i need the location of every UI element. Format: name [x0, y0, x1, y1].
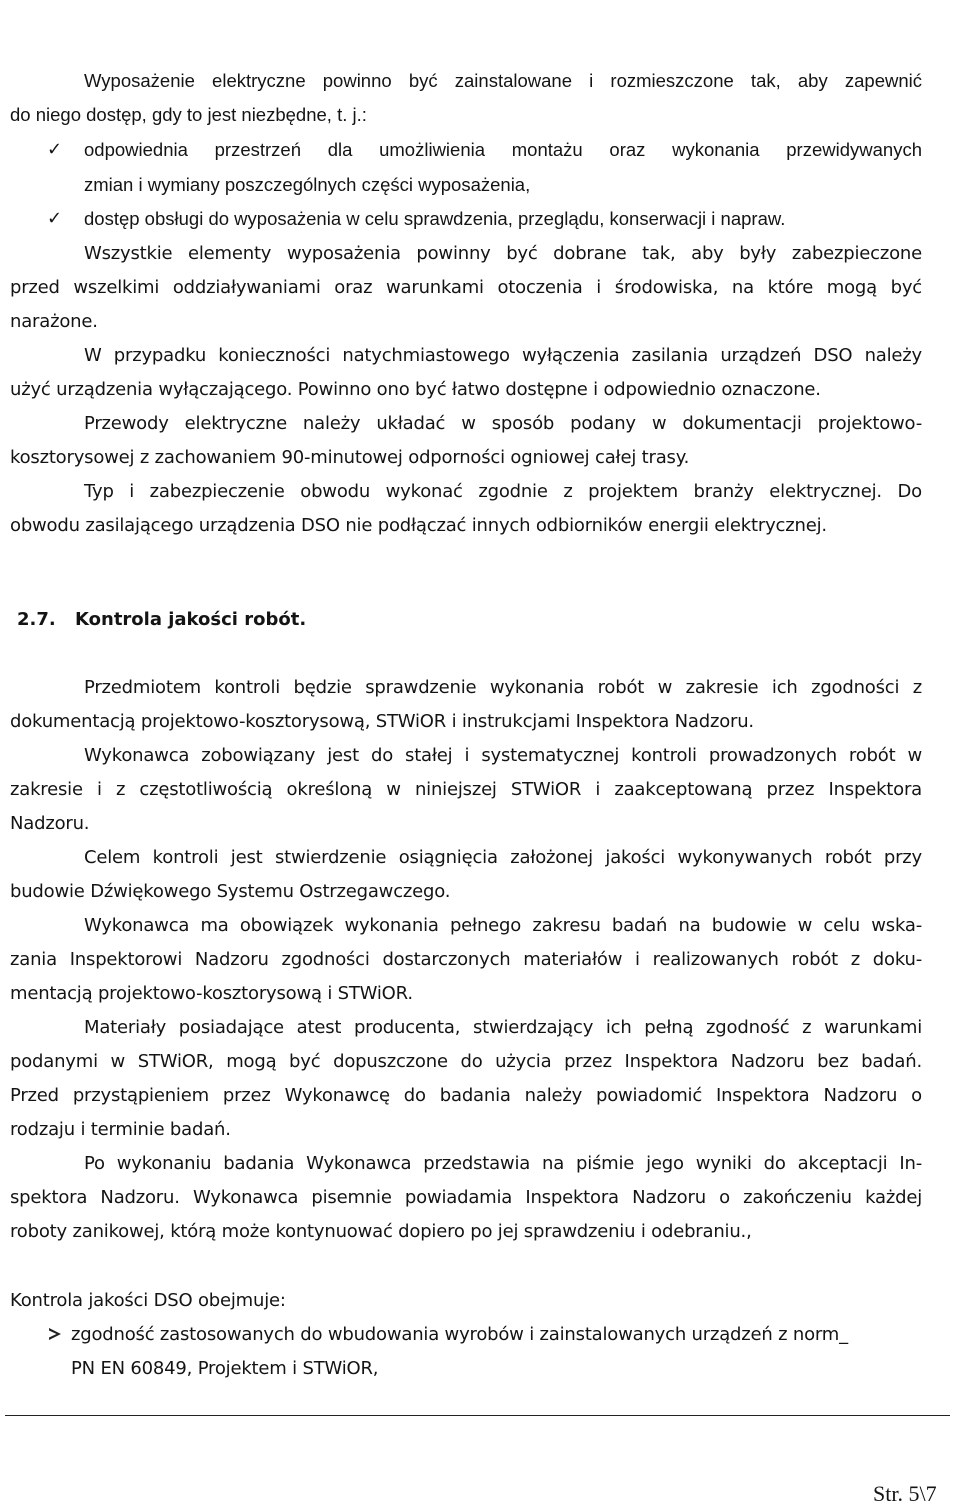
- paragraph-line: Typ i zabezpieczenie obwodu wykonać zgodnie z projektem branży elektrycznej. Do: [84, 481, 922, 502]
- paragraph-line: W przypadku konieczności natychmiastowego wyłączenia zasilania urządzeń DSO należy: [84, 345, 922, 366]
- paragraph-line: Przewody elektryczne należy układać w sposób podany w dokumentacji projektowo-: [84, 413, 922, 434]
- paragraph-line: podanymi w STWiOR, mogą być dopuszczone do użycia przez Inspektora Nadzoru bez badań.: [10, 1051, 922, 1072]
- paragraph-line: rodzaju i terminie badań.: [10, 1119, 231, 1140]
- paragraph-line: roboty zanikowej, którą może kontynuować dopiero po jej sprawdzeniu i odebraniu.,: [10, 1221, 752, 1242]
- paragraph-line: Przedmiotem kontroli będzie sprawdzenie wykonania robót w zakresie ich zgodności z: [84, 677, 922, 698]
- check-item-line: zmian i wymiany poszczególnych części wyposażenia,: [84, 174, 531, 195]
- check-item-line: dostęp obsługi do wyposażenia w celu sprawdzenia, przeglądu, konserwacji i napraw.: [84, 208, 786, 229]
- check-icon: ✓: [47, 139, 63, 160]
- paragraph-line: Przed przystąpieniem przez Wykonawcę do badania należy powiadomić Inspektora Nadzoru o: [10, 1085, 922, 1106]
- paragraph-line: Wykonawca ma obowiązek wykonania pełnego zakresu badań na budowie w celu wska-: [84, 915, 922, 936]
- paragraph-line: spektora Nadzoru. Wykonawca pisemnie powiadamia Inspektora Nadzoru o zakończeniu każdej: [10, 1187, 922, 1208]
- paragraph-line: Celem kontroli jest stwierdzenie osiągnięcia założonej jakości wykonywanych robót przy: [84, 847, 922, 868]
- paragraph-line: Materiały posiadające atest producenta, stwierdzający ich pełną zgodność z warunkami: [84, 1017, 922, 1038]
- page-number: Str. 5\7: [873, 1481, 937, 1506]
- dso-heading: Kontrola jakości DSO obejmuje:: [10, 1290, 286, 1311]
- intro-paragraph-line: do niego dostęp, gdy to jest niezbędne, t. j.:: [10, 104, 367, 125]
- footer-divider: [5, 1415, 950, 1416]
- paragraph-line: użyć urządzenia wyłączającego. Powinno ono być łatwo dostępne i odpowiednio oznaczone.: [10, 379, 821, 400]
- paragraph-line: narażone.: [10, 311, 98, 332]
- paragraph-line: Po wykonaniu badania Wykonawca przedstawia na piśmie jego wyniki do akceptacji In-: [84, 1153, 922, 1174]
- section-title: Kontrola jakości robót.: [75, 609, 307, 630]
- intro-paragraph-line: Wyposażenie elektryczne powinno być zainstalowane i rozmieszczone tak, aby zapewnić: [84, 70, 922, 91]
- paragraph-line: dokumentacją projektowo-kosztorysową, STWiOR i instrukcjami Inspektora Nadzoru.: [10, 711, 754, 732]
- paragraph-line: Nadzoru.: [10, 813, 90, 834]
- paragraph-line: obwodu zasilającego urządzenia DSO nie podłączać innych odbiorników energii elektrycznej.: [10, 515, 827, 536]
- paragraph-line: mentacją projektowo-kosztorysową i STWiOR.: [10, 983, 413, 1004]
- arrow-bullet-icon: [47, 1322, 63, 1348]
- check-item-line: odpowiednia przestrzeń dla umożliwienia montażu oraz wykonania przewidywanych: [84, 139, 922, 160]
- paragraph-line: zakresie i z częstotliwością określoną w niniejszej STWiOR i zaakceptowaną przez Inspektora: [10, 779, 922, 800]
- dso-list-item-line: PN EN 60849, Projektem i STWiOR,: [71, 1358, 379, 1379]
- paragraph-line: przed wszelkimi oddziaływaniami oraz warunkami otoczenia i środowiska, na które mogą być: [10, 277, 922, 298]
- paragraph-line: Wykonawca zobowiązany jest do stałej i systematycznej kontroli prowadzonych robót w: [84, 745, 922, 766]
- paragraph-line: Wszystkie elementy wyposażenia powinny być dobrane tak, aby były zabezpieczone: [84, 243, 922, 264]
- paragraph-line: kosztorysowej z zachowaniem 90-minutowej odporności ogniowej całej trasy.: [10, 447, 690, 468]
- check-icon: ✓: [47, 208, 63, 229]
- dso-list-item-line: zgodność zastosowanych do wbudowania wyrobów i zainstalowanych urządzeń z norm_: [71, 1324, 848, 1345]
- paragraph-line: zania Inspektorowi Nadzoru zgodności dostarczonych materiałów i realizowanych robót z doku-: [10, 949, 922, 970]
- paragraph-line: budowie Dźwiękowego Systemu Ostrzegawczego.: [10, 881, 451, 902]
- section-number: 2.7.: [17, 609, 56, 630]
